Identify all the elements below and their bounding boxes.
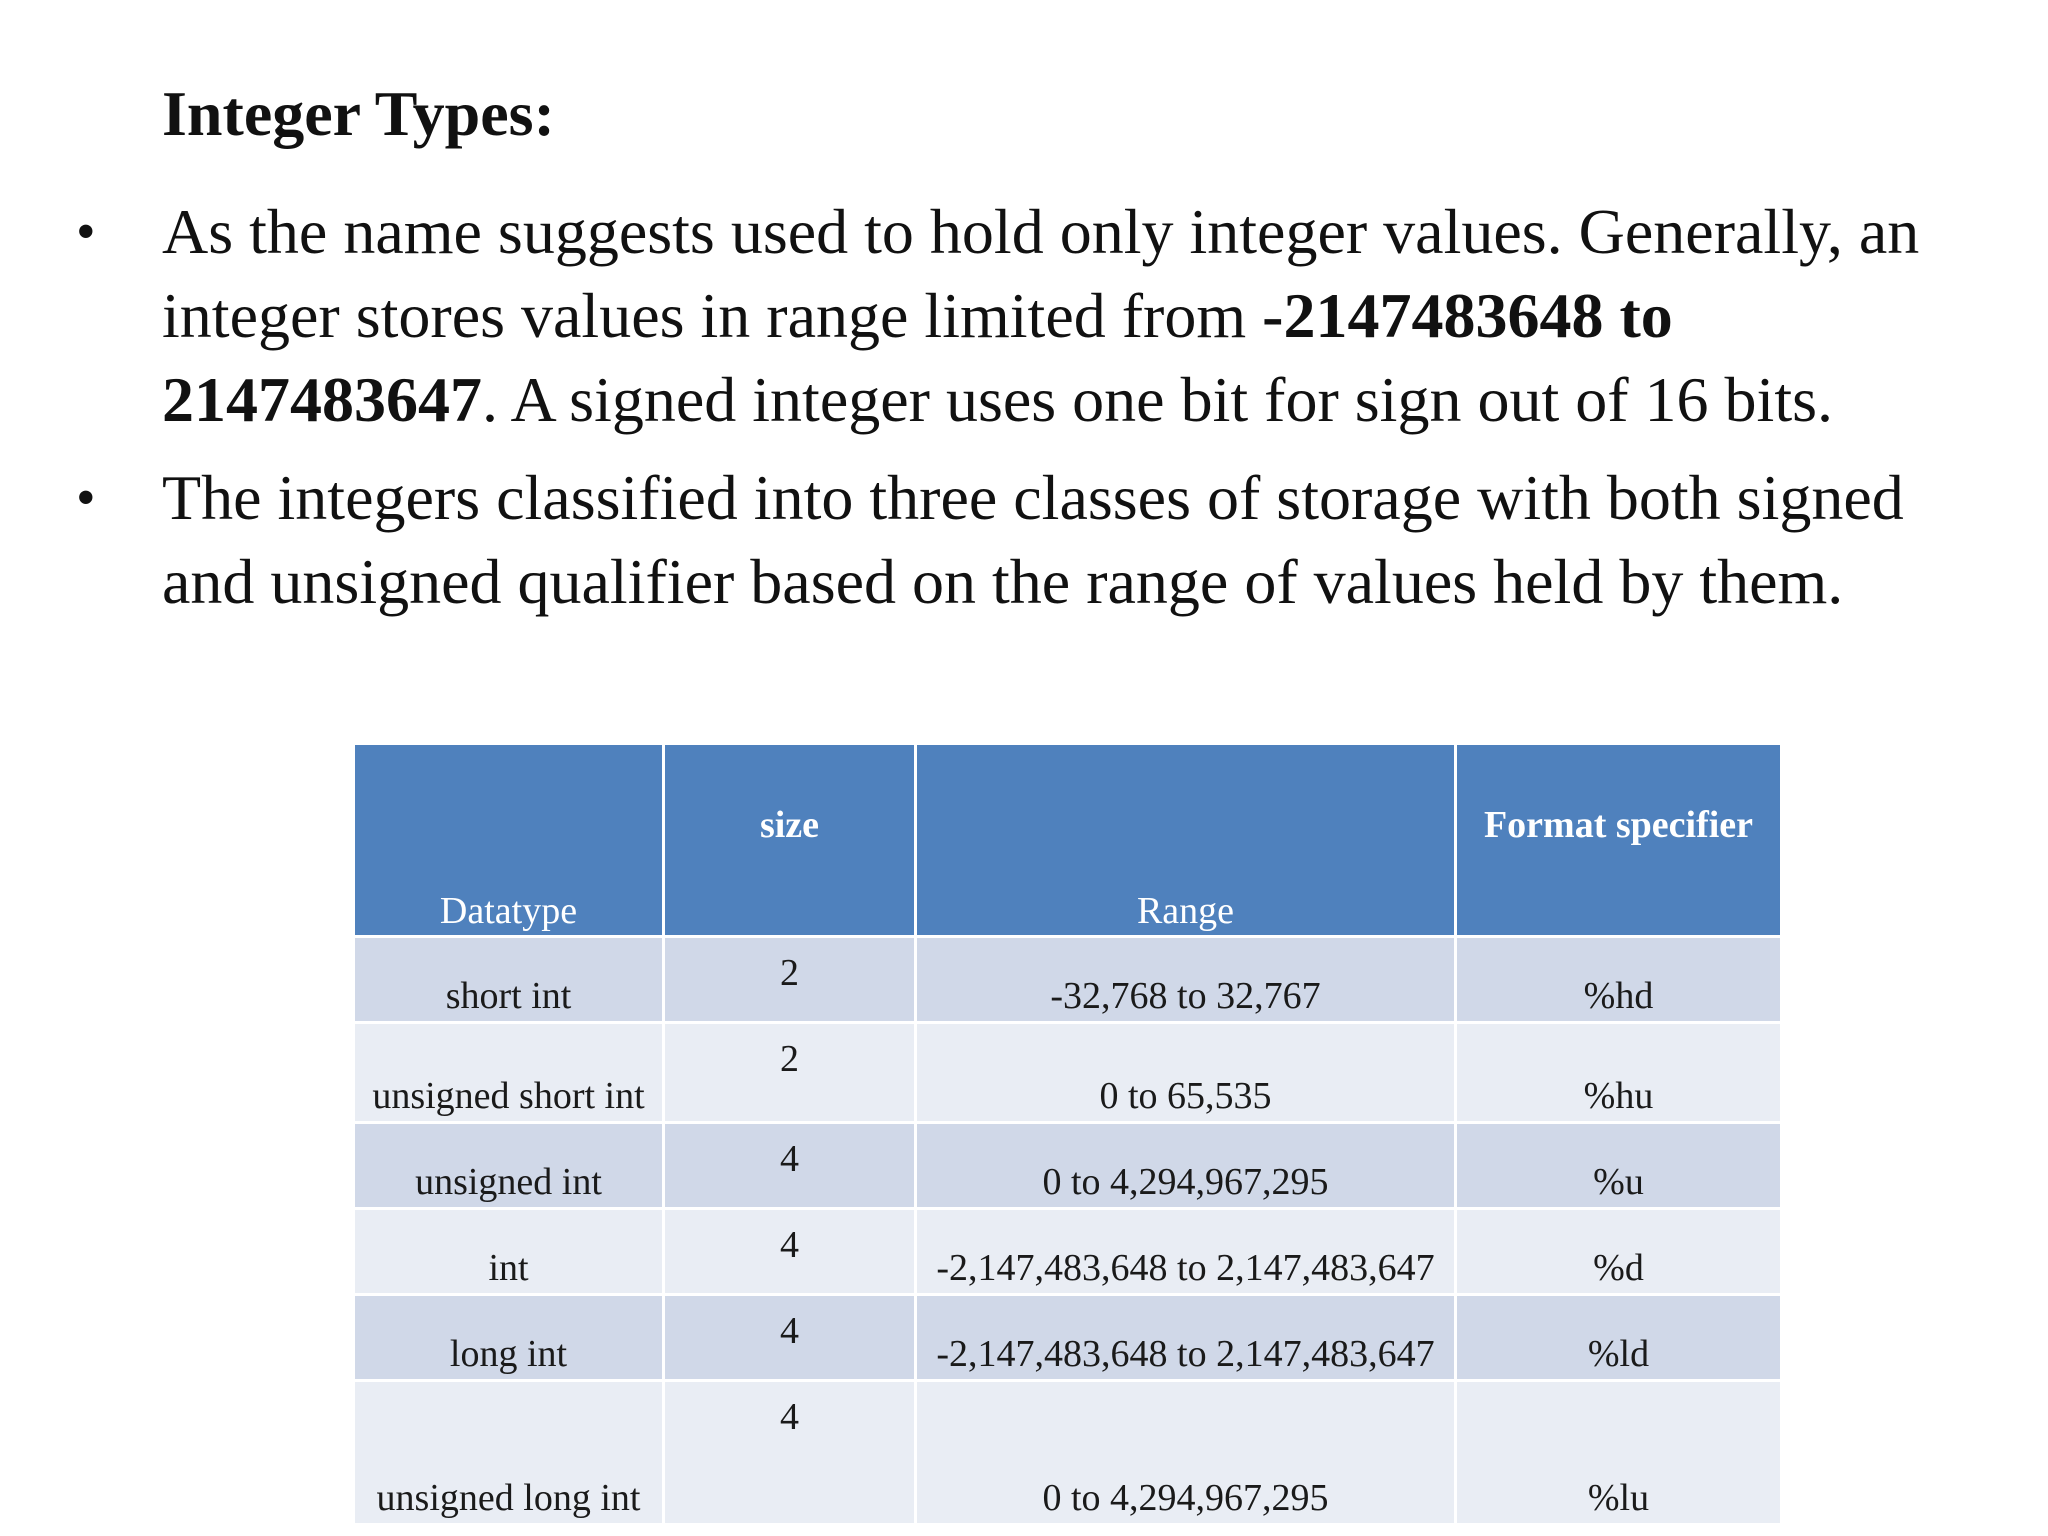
bullet-bold-range: -2147483648 to 2147483647 — [162, 280, 1673, 435]
cell-range: -32,768 to 32,767 — [916, 937, 1456, 1023]
bullet-list — [76, 190, 2006, 638]
slide-title: Integer Types: — [162, 78, 555, 149]
cell-range: -2,147,483,648 to 2,147,483,647 — [916, 1209, 1456, 1295]
bullet-item — [76, 456, 2006, 624]
cell-datatype: unsigned long int — [354, 1381, 664, 1525]
cell-size: 2 — [664, 1023, 916, 1123]
cell-datatype: unsigned int — [354, 1123, 664, 1209]
bullet-text: The integers classified into three classes of storage with both signed and unsigned qualifier based on the range of values held by them. — [162, 462, 1904, 617]
bullet-text-part: . A signed integer uses one bit for sign out of 16 bits. — [482, 364, 1833, 435]
cell-size: 2 — [664, 937, 916, 1023]
header-range: Range — [916, 744, 1456, 937]
bullet-text-part: As the name suggests used to hold only integer values. Generally, an integer stores values in range limited from — [162, 196, 1920, 351]
cell-datatype: int — [354, 1209, 664, 1295]
bullet-text — [162, 196, 1919, 435]
cell-format: %lu — [1456, 1381, 1782, 1525]
cell-format: %hd — [1456, 937, 1782, 1023]
cell-range: -2,147,483,648 to 2,147,483,647 — [916, 1295, 1456, 1381]
cell-size: 4 — [664, 1381, 916, 1525]
table-row — [354, 1381, 1782, 1525]
bullet-dot-icon: • — [76, 201, 96, 263]
cell-range: 0 to 4,294,967,295 — [916, 1381, 1456, 1525]
cell-format: %ld — [1456, 1295, 1782, 1381]
cell-range: 0 to 65,535 — [916, 1023, 1456, 1123]
bullet-dot-icon: • — [76, 467, 96, 529]
integer-types-table — [352, 742, 1783, 1526]
bullet-item — [76, 190, 2006, 442]
cell-format: %u — [1456, 1123, 1782, 1209]
cell-size: 4 — [664, 1123, 916, 1209]
header-size: size — [664, 744, 916, 937]
header-datatype: Datatype — [354, 744, 664, 937]
table-row — [354, 1123, 1782, 1209]
cell-size: 4 — [664, 1209, 916, 1295]
cell-format: %d — [1456, 1209, 1782, 1295]
cell-datatype: unsigned short int — [354, 1023, 664, 1123]
table-row — [354, 937, 1782, 1023]
cell-datatype: long int — [354, 1295, 664, 1381]
table-header-row — [354, 744, 1782, 937]
cell-size: 4 — [664, 1295, 916, 1381]
table-row — [354, 1295, 1782, 1381]
table-row — [354, 1023, 1782, 1123]
cell-format: %hu — [1456, 1023, 1782, 1123]
table-row — [354, 1209, 1782, 1295]
cell-datatype: short int — [354, 937, 664, 1023]
header-format-specifier: Format specifier — [1456, 744, 1782, 937]
cell-range: 0 to 4,294,967,295 — [916, 1123, 1456, 1209]
